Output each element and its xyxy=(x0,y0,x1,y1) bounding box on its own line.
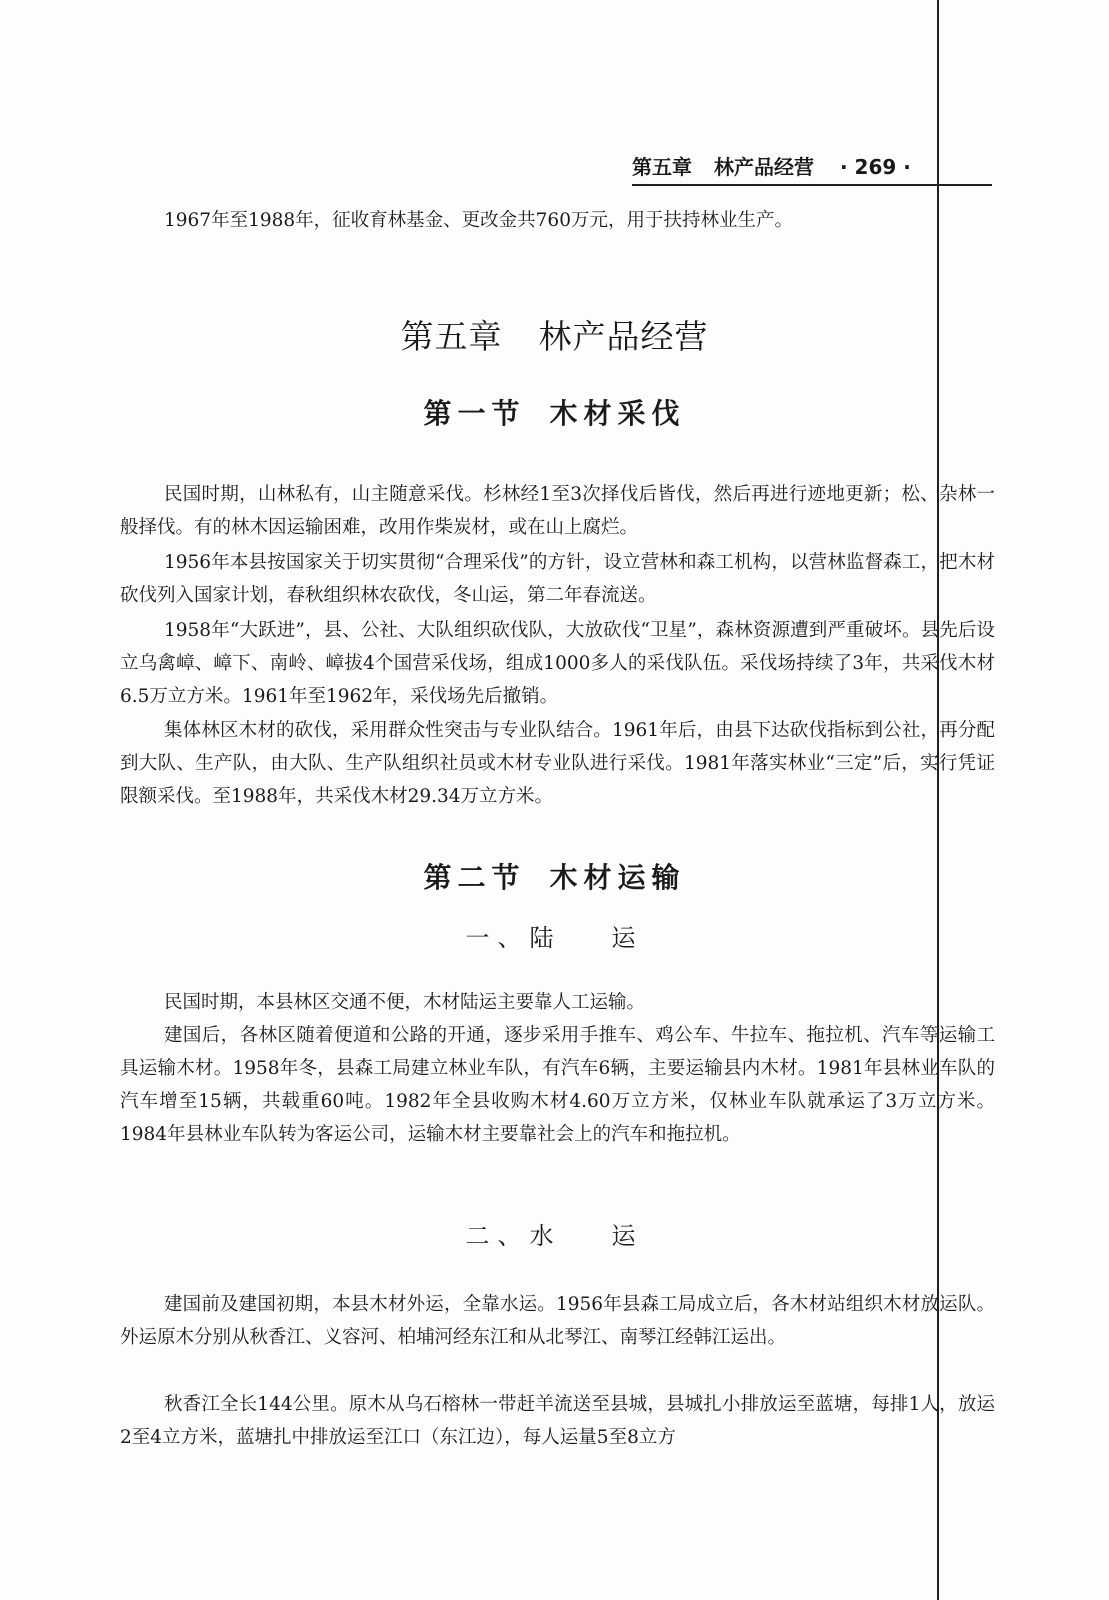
chapter-number: 第五章 xyxy=(400,317,503,356)
chapter-title: 林产品经营 xyxy=(538,317,709,356)
running-header xyxy=(632,150,992,186)
subsection-heading-1 xyxy=(0,918,1109,958)
subsection-title: 运 xyxy=(611,1222,644,1250)
chapter-heading xyxy=(0,312,1109,362)
subsection-number: 一、陆 xyxy=(465,924,562,952)
subsection-title: 运 xyxy=(611,924,644,952)
section-title: 木材运输 xyxy=(549,861,686,894)
paragraph: 民国时期，山林私有，山主随意采伐。杉林经1至3次择伐后皆伐，然后再进行迹地更新；松、杂林一般择伐。有的林木因运输困难，改用作柴炭材，或在山上腐烂。 xyxy=(120,484,995,538)
paragraph: 集体林区木材的砍伐，采用群众性突击与专业队结合。1961年后，由县下达砍伐指标到公社，再分配到大队、生产队，由大队、生产队组织社员或木材专业队进行采伐。1981年落实林业“三定”后，实行凭证限额采伐。至1988年，共采伐木材29.34万立方米。 xyxy=(120,720,995,807)
section-number: 第二节 xyxy=(423,861,526,894)
subsection-heading-2 xyxy=(0,1216,1109,1256)
paragraph: 民国时期，本县林区交通不便，木材陆运主要靠人工运输。 xyxy=(164,992,646,1013)
section-heading-1 xyxy=(0,392,1109,436)
section-title: 木材采伐 xyxy=(549,397,686,430)
paragraph: 建国前及建国初期，本县木材外运，全靠水运。1956年县森工局成立后，各木材站组织木材放运队。外运原木分别从秋香江、义容河、柏埔河经东江和从北琴江、南琴江经韩江运出。 xyxy=(120,1294,995,1348)
intro-paragraph: 1967年至1988年，征收育林基金、更改金共760万元，用于扶持林业生产。 xyxy=(164,210,793,231)
section-number: 第一节 xyxy=(423,397,526,430)
page-number: · 269 · xyxy=(840,155,911,179)
paragraph: 秋香江全长144公里。原木从乌石榕林一带赶羊流送至县城，县城扎小排放运至蓝塘，每排1人，放运2至4立方米，蓝塘扎中排放运至江口（东江边），每人运量5至8立方 xyxy=(120,1394,995,1448)
header-chapter: 第五章 xyxy=(632,155,692,179)
paragraph: 1958年“大跃进”，县、公社、大队组织砍伐队，大放砍伐“卫星”，森林资源遭到严重破坏。县先后设立乌禽嶂、嶂下、南岭、嶂拔4个国营采伐场，组成1000多人的采伐队伍。采伐场持续了3年，共采伐木材6.5万立方米。1961年至1962年，采伐场先后撤销。 xyxy=(120,620,995,707)
section-heading-2 xyxy=(0,856,1109,900)
paragraph: 1956年本县按国家关于切实贯彻“合理采伐”的方针，设立营林和森工机构，以营林监督森工，把木材砍伐列入国家计划，春秋组织林农砍伐，冬山运，第二年春流送。 xyxy=(120,552,995,606)
header-title: 林产品经营 xyxy=(714,155,814,179)
paragraph: 建国后，各林区随着便道和公路的开通，逐步采用手推车、鸡公车、牛拉车、拖拉机、汽车等运输工具运输木材。1958年冬，县森工局建立林业车队，有汽车6辆，主要运输县内木材。1981年县林业车队的汽车增至15辆，共载重60吨。1982年全县收购木材4.60万立方米，仅林业车队就承运了3万立方米。1984年县林业车队转为客运公司，运输木材主要靠社会上的汽车和拖拉机。 xyxy=(120,1025,995,1145)
subsection-number: 二、水 xyxy=(465,1222,562,1250)
